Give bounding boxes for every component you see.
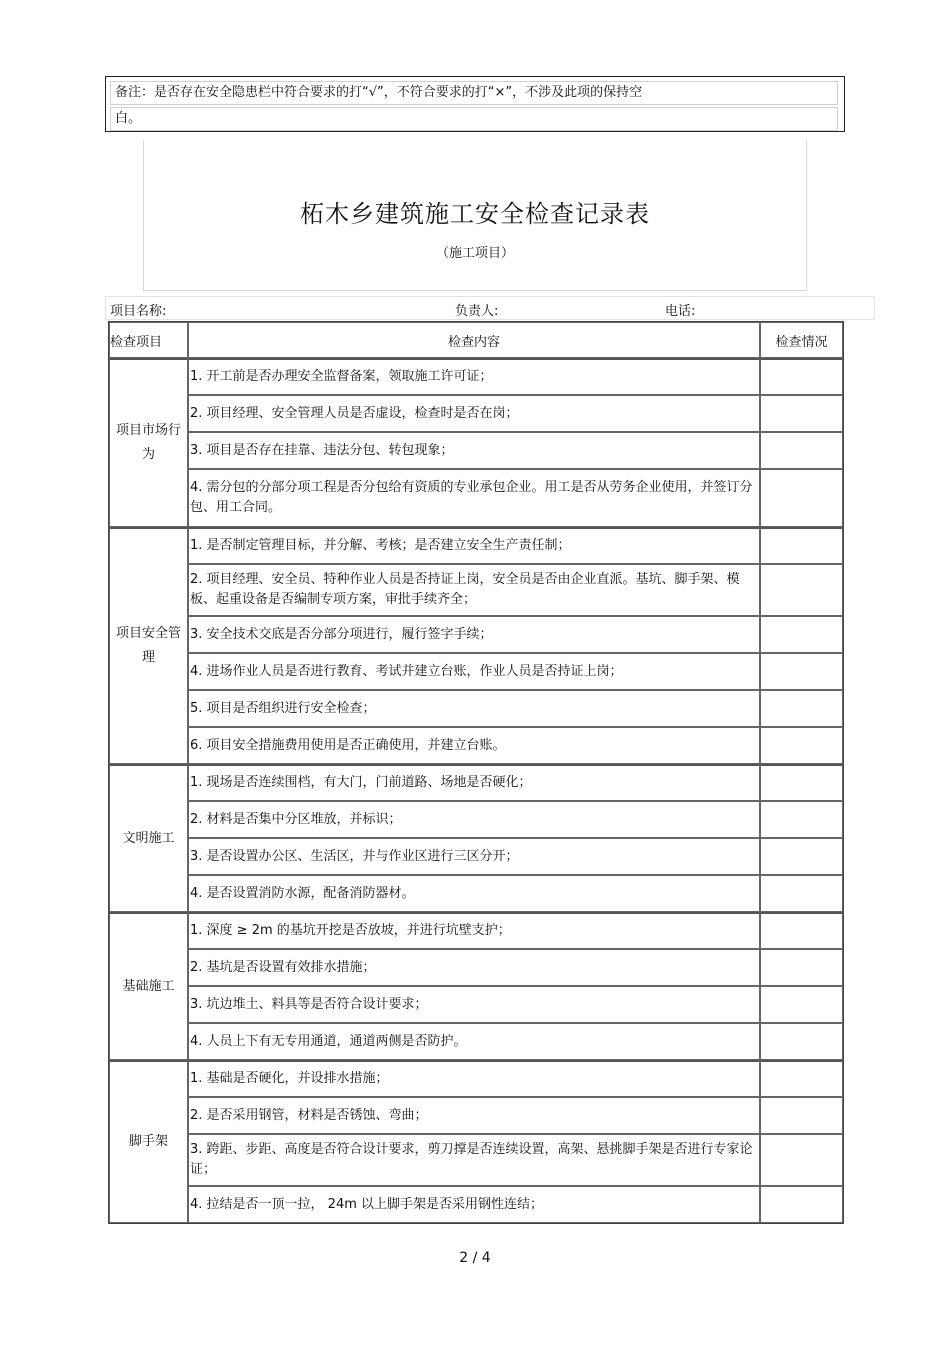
check-content-text: 2. 项目经理、安全管理人员是否虚设，检查时是否在岗； [190, 405, 519, 421]
table-row [109, 838, 843, 875]
check-content-text: 1. 基础是否硬化，并设排水措施； [190, 1071, 389, 1086]
project-info-bar [105, 296, 875, 320]
table-row [109, 875, 843, 912]
check-content-text: 4. 是否设置消防水源，配备消防器材。 [190, 885, 415, 901]
check-content-text: 1. 现场是否连续围档，有大门，门前道路、场地是否硬化； [190, 775, 532, 790]
check-content-text: 3. 跨距、步距、高度是否符合设计要求，剪刀撑是否连续设置，高架、悬挑脚手架是否进行专家论证； [190, 1142, 753, 1177]
table-row [109, 432, 843, 469]
table-row [109, 801, 843, 838]
document-title: 柘木乡建筑施工安全检查记录表 [300, 200, 650, 228]
check-status-cell[interactable] [760, 801, 843, 838]
table-row [109, 1186, 843, 1223]
check-status-cell[interactable] [760, 764, 843, 801]
check-content-text: 2. 材料是否集中分区堆放，并标识； [190, 811, 402, 827]
check-status-cell[interactable] [760, 653, 843, 690]
check-content-cell [188, 838, 760, 875]
table-row [109, 1134, 843, 1186]
check-content-cell [188, 1134, 760, 1186]
check-status-cell[interactable] [760, 1097, 843, 1134]
category-cell: 脚手架 [109, 1060, 188, 1223]
phone-label: 电话: [665, 304, 696, 319]
check-status-cell[interactable] [760, 395, 843, 432]
check-content-text: 4. 人员上下有无专用通道，通道两侧是否防护。 [190, 1033, 467, 1049]
check-status-cell[interactable] [760, 432, 843, 469]
category-cell: 项目市场行为 [109, 358, 188, 527]
check-status-cell[interactable] [760, 1134, 843, 1186]
check-content-cell [188, 801, 760, 838]
table-row [109, 564, 843, 616]
check-content-cell [188, 1097, 760, 1134]
category-cell: 基础施工 [109, 912, 188, 1060]
table-row [109, 527, 843, 564]
check-status-cell[interactable] [760, 912, 843, 949]
check-content-cell [188, 1023, 760, 1060]
table-row [109, 616, 843, 653]
table-row [109, 358, 843, 395]
check-content-cell [188, 986, 760, 1023]
check-status-cell[interactable] [760, 838, 843, 875]
project-name-label: 项目名称: [110, 304, 167, 319]
page-number: 2 / 4 [459, 1250, 491, 1266]
check-content-cell [188, 949, 760, 986]
table-row [109, 949, 843, 986]
table-row [109, 653, 843, 690]
check-status-cell[interactable] [760, 690, 843, 727]
check-status-cell[interactable] [760, 469, 843, 527]
remark-line-2: 白。 [110, 107, 838, 131]
check-content-cell [188, 1186, 760, 1223]
check-content-cell [188, 358, 760, 395]
check-content-cell [188, 469, 760, 527]
table-row [109, 469, 843, 527]
check-content-cell [188, 527, 760, 564]
check-content-text: 6. 项目安全措施费用使用是否正确使用，并建立台账。 [190, 737, 506, 753]
check-content-text: 1. 是否制定管理目标，并分解、考核；是否建立安全生产责任制； [190, 538, 571, 553]
check-content-text: 1. 深度 ≥ 2m 的基坑开挖是否放坡，并进行坑壁支护； [190, 923, 511, 938]
check-status-cell[interactable] [760, 1186, 843, 1223]
check-status-cell[interactable] [760, 358, 843, 395]
document-subtitle: （施工项目） [435, 246, 514, 261]
header-check-item: 检查项目 [109, 322, 188, 358]
check-content-text: 4. 需分包的分部分项工程是否分包给有资质的专业承包企业。用工是否从劳务企业使用，并签订分包、用工合同。 [190, 480, 753, 515]
table-row [109, 395, 843, 432]
category-cell: 文明施工 [109, 764, 188, 912]
check-content-cell [188, 875, 760, 912]
table-row [109, 690, 843, 727]
table-row [109, 912, 843, 949]
check-status-cell[interactable] [760, 1060, 843, 1097]
check-content-cell [188, 727, 760, 764]
table-header-row [109, 322, 843, 358]
table-row [109, 1097, 843, 1134]
table-row [109, 727, 843, 764]
check-content-cell [188, 395, 760, 432]
table-row [109, 986, 843, 1023]
check-content-cell [188, 564, 760, 616]
check-content-cell [188, 432, 760, 469]
remark-line-1: 备注：是否存在安全隐患栏中符合要求的打“√”，不符合要求的打“×”，不涉及此项的保持空 [110, 81, 838, 105]
check-content-text: 3. 项目是否存在挂靠、违法分包、转包现象； [190, 442, 454, 458]
table-row [109, 1023, 843, 1060]
check-content-text: 5. 项目是否组织进行安全检查； [190, 700, 376, 716]
check-content-text: 1. 开工前是否办理安全监督备案，领取施工许可证； [190, 369, 493, 384]
check-status-cell[interactable] [760, 949, 843, 986]
header-check-status: 检查情况 [760, 322, 843, 358]
check-content-text: 2. 基坑是否设置有效排水措施； [190, 959, 376, 975]
check-content-cell [188, 764, 760, 801]
check-content-cell [188, 653, 760, 690]
check-content-text: 2. 是否采用钢管，材料是否锈蚀、弯曲； [190, 1107, 428, 1123]
remark-box [105, 76, 845, 132]
table-row [109, 1060, 843, 1097]
check-status-cell[interactable] [760, 875, 843, 912]
title-frame [143, 140, 807, 291]
header-check-content: 检查内容 [188, 322, 760, 358]
category-cell: 项目安全管理 [109, 527, 188, 764]
check-content-cell [188, 690, 760, 727]
check-status-cell[interactable] [760, 727, 843, 764]
check-status-cell[interactable] [760, 986, 843, 1023]
check-content-text: 2. 项目经理、安全员、特种作业人员是否持证上岗，安全员是否由企业直派。基坑、脚手架、模板、起重设备是否编制专项方案，审批手续齐全； [190, 572, 740, 607]
table-row [109, 764, 843, 801]
check-content-text: 3. 坑边堆土、料具等是否符合设计要求； [190, 996, 428, 1012]
check-content-cell [188, 912, 760, 949]
check-content-text: 4. 拉结是否一顶一拉， 24m 以上脚手架是否采用钢性连结； [190, 1196, 544, 1212]
check-content-cell [188, 1060, 760, 1097]
check-content-text: 4. 进场作业人员是否进行教育、考试并建立台账，作业人员是否持证上岗； [190, 663, 623, 679]
check-content-text: 3. 是否设置办公区、生活区，并与作业区进行三区分开； [190, 848, 519, 864]
inspection-table [108, 321, 844, 1224]
check-status-cell[interactable] [760, 616, 843, 653]
check-content-cell [188, 616, 760, 653]
check-status-cell[interactable] [760, 1023, 843, 1060]
check-content-text: 3. 安全技术交底是否分部分项进行，履行签字手续； [190, 626, 493, 642]
manager-label: 负责人: [455, 304, 499, 319]
check-status-cell[interactable] [760, 527, 843, 564]
check-status-cell[interactable] [760, 564, 843, 616]
